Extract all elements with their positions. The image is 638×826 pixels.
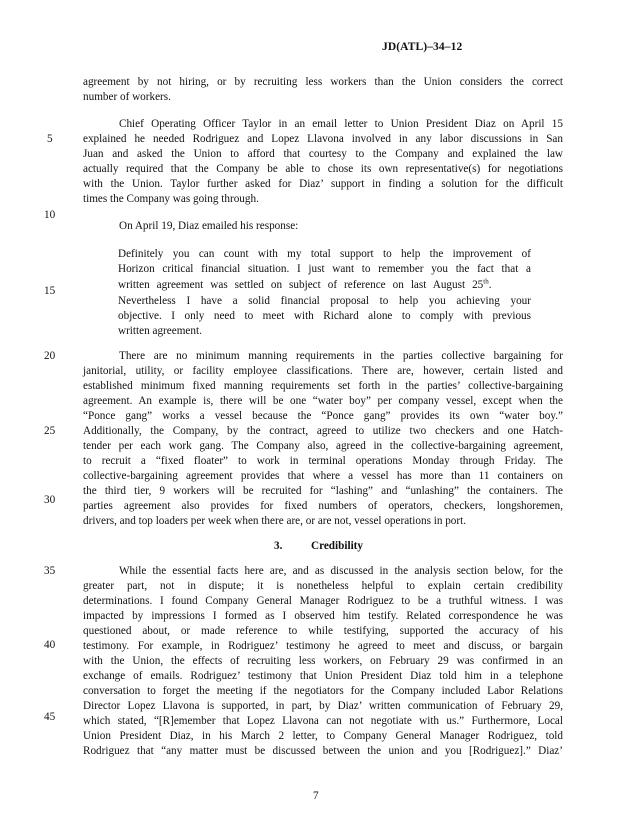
section-number: 3.	[274, 540, 283, 552]
body-line: established minimum fixed manning requirements set forth in the parties’ collective-bargaining	[83, 380, 563, 392]
body-line: explained he needed Rodriguez and Lopez Llavona involved in any labor discussions in San	[83, 133, 563, 145]
body-line: Rodriguez that “any matter must be discussed between the union and you [Rodriguez].” Diaz’	[83, 745, 563, 757]
body-line: to recruit a “fixed floater” to work in terminal operations Monday through Friday. The	[83, 455, 563, 467]
body-line: Director Lopez Llavona is supported, in part, by Diaz’ written communication of February 29,	[83, 700, 563, 712]
line-number-40: 40	[44, 639, 56, 651]
body-line: parties agreement also provides for fixed numbers of operators, checkers, longshoremen,	[83, 500, 563, 512]
section-title: Credibility	[311, 540, 364, 552]
superscript: th	[483, 277, 489, 286]
body-line: agreement by not hiring, or by recruiting less workers than the Union considers the correct	[83, 76, 563, 88]
line-number-10: 10	[44, 209, 56, 221]
line-number-35: 35	[44, 565, 56, 577]
body-line: conversation to forget the meeting if the negotiators for the Company included Labor Relations	[83, 685, 563, 697]
quote-line: Nevertheless I have a solid financial proposal to help you achieving your	[118, 295, 531, 307]
line-number-25: 25	[44, 425, 56, 437]
body-line: exchange of emails. Rodriguez’ testimony that Union President Diaz told him in a telephone	[83, 670, 563, 682]
body-line: testimony. For example, in Rodriguez’ testimony he agreed to meet and discuss, or bargain	[83, 640, 563, 652]
body-line: Union President Diaz, in his March 2 letter, to Company General Manager Rodriguez, told	[83, 730, 563, 742]
body-line: questioned about, or made reference to while testifying, supported the accuracy of his	[83, 625, 563, 637]
body-line: times the Company was going through.	[83, 193, 259, 205]
body-line: Additionally, the Company, by the contract, agreed to utilize two checkers and one Hatch-	[83, 425, 563, 437]
quote-line: Definitely you can count with my total support to help the improvement of	[118, 248, 531, 260]
quote-text: written agreement was settled on subject of reference on last August 25	[118, 279, 484, 291]
line-number-45: 45	[44, 711, 56, 723]
body-line: janitorial, utility, or facility employee classifications. There are, however, certain listed and	[83, 365, 563, 377]
body-line: tender per each work gang. The Company also, agreed in the collective-bargaining agreement,	[83, 440, 563, 452]
body-line: with the Union, the effects of recruiting less workers, on February 29 was confirmed in an	[83, 655, 563, 667]
quote-line	[118, 279, 531, 291]
page-number: 7	[313, 790, 319, 802]
body-line: determinations. I found Company General Manager Rodriguez to be a truthful witness. I was	[83, 595, 563, 607]
quote-line: Horizon critical financial situation. I just want to remember you the fact that a	[118, 263, 531, 275]
body-line: agreement. An example is, there will be one “water boy” per company vessel, except when the	[83, 395, 563, 407]
body-line: greater part, not in dispute; it is nonetheless helpful to explain certain credibility	[83, 580, 563, 592]
quote-line: written agreement.	[118, 325, 202, 337]
line-number-20: 20	[44, 350, 56, 362]
body-line: Chief Operating Officer Taylor in an email letter to Union President Diaz on April 15	[119, 118, 563, 130]
line-number-30: 30	[44, 494, 56, 506]
body-line: which stated, “[R]emember that Lopez Llavona can not negotiate with us.” Furthermore, Local	[83, 715, 563, 727]
body-line: actually required that the Company be able to chose its own representative(s) for negotiations	[83, 163, 563, 175]
quote-line: objective. I only need to meet with Richard alone to comply with previous	[118, 310, 531, 322]
body-line: collective-bargaining agreement provides that where a vessel has more than 11 containers on	[83, 470, 563, 482]
line-number-5: 5	[47, 133, 53, 145]
body-line: drivers, and top loaders per week when there are, or are not, vessel operations in port.	[83, 515, 467, 527]
body-line: Juan and asked the Union to afford that courtesy to the Company and explained the law	[83, 148, 563, 160]
body-line: the third tier, 9 workers will be recruited for “lashing” and “unlashing” the containers. The	[83, 485, 563, 497]
body-line: There are no minimum manning requirements in the parties collective bargaining for	[119, 350, 563, 362]
quote-text: .	[488, 279, 492, 291]
line-number-15: 15	[44, 285, 56, 297]
body-line: On April 19, Diaz emailed his response:	[119, 220, 299, 232]
document-header: JD(ATL)–34–12	[382, 41, 463, 53]
body-line: impacted by impressions I formed as I observed him testify. Related correspondence he was	[83, 610, 563, 622]
body-line: number of workers.	[83, 91, 171, 103]
body-line: with the Union. Taylor further asked for Diaz’ support in finding a solution for the difficult	[83, 178, 563, 190]
body-line: “Ponce gang” works a vessel because the “Ponce gang” provides its own “water boy.”	[83, 410, 563, 422]
body-line: While the essential facts here are, and as discussed in the analysis section below, for the	[119, 565, 563, 577]
